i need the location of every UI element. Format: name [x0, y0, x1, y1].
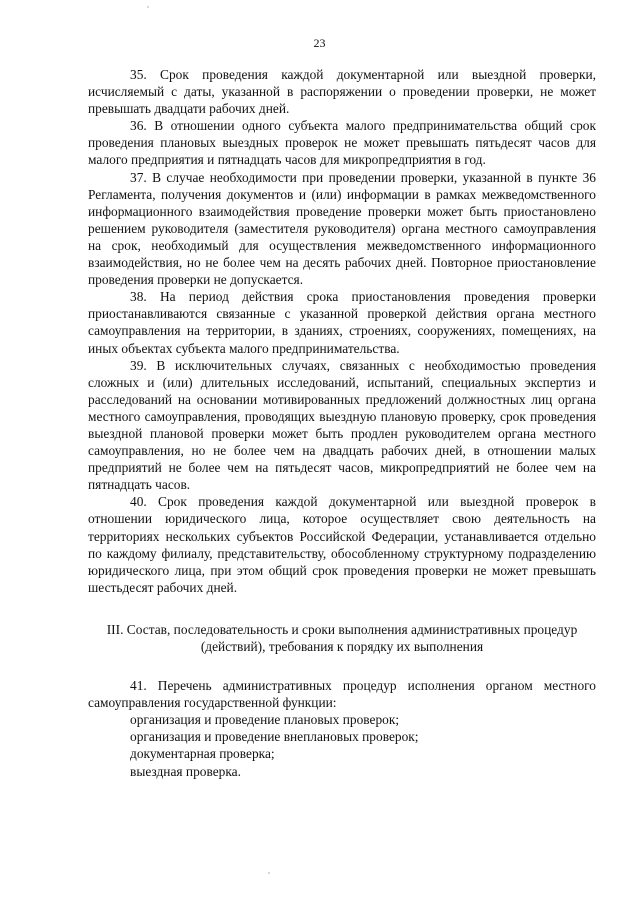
paragraph-36: 36. В отношении одного субъекта малого предпринимательства общий срок проведения плановых выездных проверок не может превышать пятьдесят часов для малого предприятия и пятнадцать часов для микропредприятия в год. — [88, 118, 596, 168]
scan-speck — [268, 872, 270, 874]
paragraph-35: 35. Срок проведения каждой документарной или выездной проверки, исчисляемый с даты, указанной в распоряжении о проведении проверки, не может превышать двадцати рабочих дней. — [88, 67, 596, 117]
list-item: организация и проведение внеплановых проверок; — [130, 729, 419, 745]
page-number: 23 — [313, 36, 326, 50]
paragraph-40: 40. Срок проведения каждой документарной или выездной проверок в отношении юридического лица, которое осуществляет свою деятельность на территориях нескольких субъектов Российской Федерации, устанавливается отдельно по каждому филиалу, представительству, обособленному структурному подразделению юридического лица, при этом общий срок проведения проверки не может превышать шестьдесят рабочих дней. — [88, 494, 596, 595]
list-item: организация и проведение плановых проверок; — [130, 712, 400, 728]
paragraph-38: 38. На период действия срока приостановления проведения проверки приостанавливаются связанные с указанной проверкой действия органа местного самоуправления на территории, в зданиях, строениях, сооружениях, помещениях, на иных объектах субъекта малого предпринимательства. — [88, 289, 596, 356]
document-body — [88, 66, 596, 780]
scan-speck — [147, 6, 149, 8]
list-item: выездная проверка. — [130, 763, 241, 779]
list-item: документарная проверка; — [130, 746, 275, 762]
paragraph-37: 37. В случае необходимости при проведении проверки, указанной в пункте 36 Регламента, получения документов и (или) информации в рамках межведомственного информационного взаимодействия проведение проверки может быть приостановлено решением руководителя (заместителя руководителя) органа местного самоуправления на срок, необходимый для осуществления межведомственного информационного взаимодействия, но не более чем на десять рабочих дней. Повторное приостановление проведения проверки не допускается. — [88, 169, 596, 288]
section-heading: III. Состав, последовательность и сроки выполнения административных процедур (действий), требования к порядку их выполнения — [106, 621, 578, 654]
paragraph-39: 39. В исключительных случаях, связанных с необходимостью проведения сложных и (или) длительных исследований, испытаний, специальных экспертиз и расследований на основании мотивированных предложений должностных лиц органа местного самоуправления, проводящих выездную плановую проверку, срок проведения выездной плановой проверки может быть продлен руководителем органа местного самоуправления, но не более чем на двадцать рабочих дней, в отношении малых предприятий не более чем на пятьдесят часов, микропредприятий не более чем на пятнадцать часов. — [88, 357, 596, 493]
paragraph-41: 41. Перечень административных процедур исполнения органом местного самоуправления государственной функции: — [88, 678, 596, 711]
procedure-list — [88, 711, 596, 779]
